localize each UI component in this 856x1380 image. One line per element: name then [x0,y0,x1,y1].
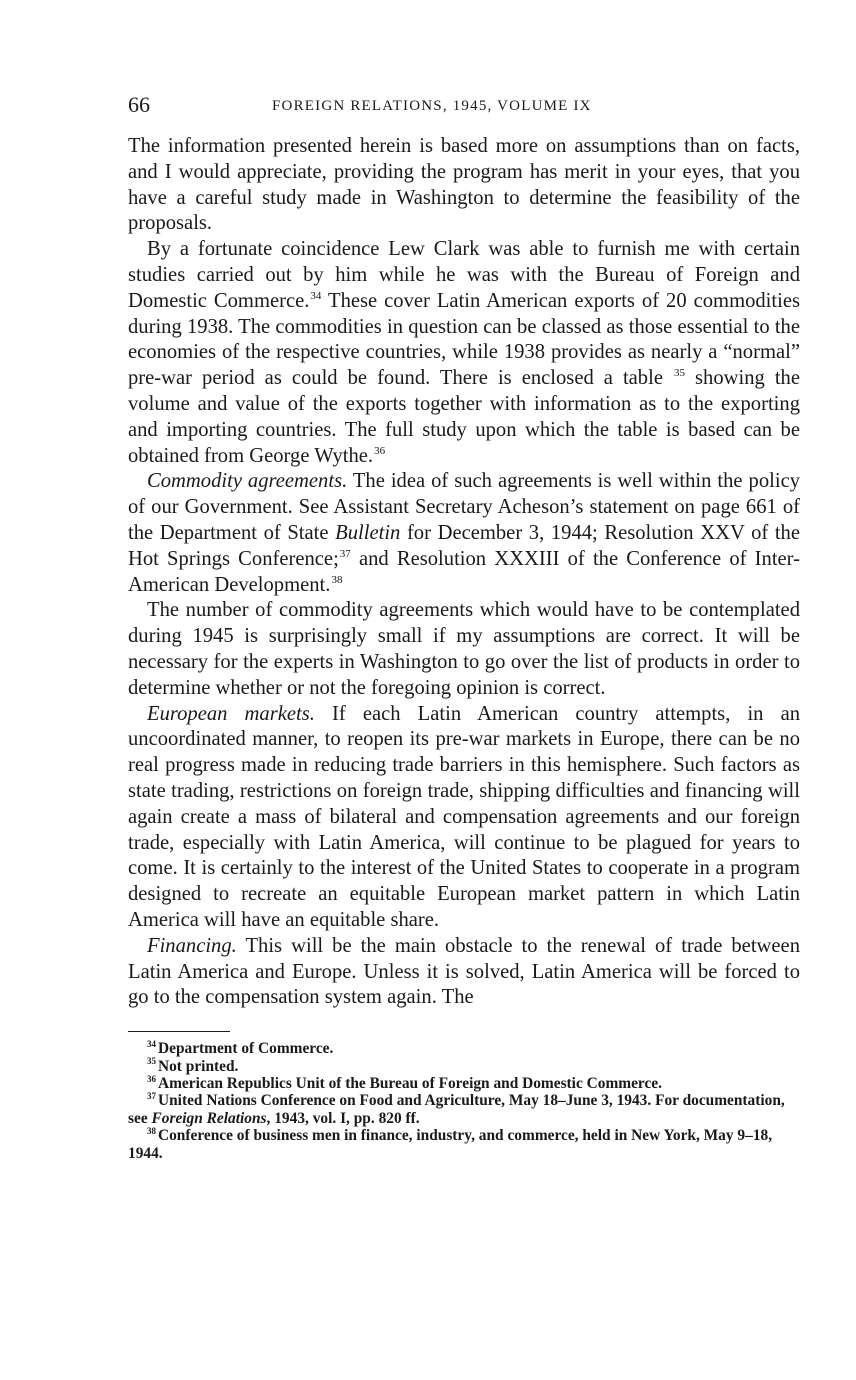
paragraph-text: showing the volume and value of the exports together with information as to the exporting and importing countries. The full study upon which the table is based can be obtained from George Wythe. [128,367,800,467]
document-page [128,92,800,1162]
paragraph-text: The number of commodity agreements which would have to be contemplated during 1945 is surprisingly small if my assumptions are correct. It will be necessary for the experts in Washington to go over the list of products in order to determine whether or not the foregoing opinion is correct. [128,599,800,699]
footnote-publication-title: Foreign Relations [151,1109,267,1127]
footnote-36 [128,1075,800,1092]
paragraph-3 [128,469,800,598]
paragraph-2 [128,237,800,469]
paragraph-text: and Resolution XXXIII of the Conference of Inter-American Development. [128,547,800,596]
footnote-ref-35: 35 [673,367,685,380]
paragraph-4 [128,598,800,701]
footnote-text: Conference of business men in finance, industry, and commerce, held in New York, May 9–18, 1944. [128,1127,773,1162]
footnote-number: 34 [147,1038,156,1049]
section-heading-european-markets: European markets. [147,702,315,725]
paragraph-text: for December 3, 1944; Resolution XXV of the Hot Springs Conference; [128,521,800,570]
running-head [128,92,800,128]
footnote-38 [128,1127,800,1162]
footnote-text: American Republics Unit of the Bureau of Foreign and Domestic Commerce. [158,1074,662,1092]
footnote-text: United Nations Conference on Food and Agriculture, May 18–June 3, 1943. For documentation, see [128,1092,785,1127]
paragraph-5 [128,702,800,934]
footnote-number: 37 [147,1091,156,1102]
paragraph-text: If each Latin American country attempts, in an uncoordinated manner, to reopen its pre-war markets in Europe, there can be no real progress made in reducing trade barriers in this hemisphere. Such factors as state trading, restrictions on foreign trade, shipping difficulties and financing will again create a mass of bilateral and compensation agreements and our foreign trade, especially with Latin America, will continue to be plagued for years to come. It is certainly to the interest of the United States to cooperate in a program designed to recreate an equitable European market pattern in which Latin America will have an equitable share. [128,702,801,931]
footnote-number: 36 [147,1073,156,1084]
footnote-ref-38: 38 [331,573,343,586]
paragraph-text: By a fortunate coincidence Lew Clark was able to furnish me with certain studies carried out by him while he was with the Bureau of Foreign and Domestic Commerce. [128,238,800,312]
page-number: 66 [128,92,150,117]
section-heading-commodity-agreements: Commodity agreements. [147,470,348,493]
paragraph-1 [128,134,800,237]
running-title: FOREIGN RELATIONS, 1945, VOLUME IX [272,98,592,114]
footnotes [128,1040,800,1162]
paragraph-text: The information presented herein is based more on assumptions than on facts, and I would appreciate, providing the program has merit in your eyes, that you have a careful study made in Washington to determine the feasibility of the proposals. [128,135,800,235]
footnote-number: 38 [147,1126,156,1136]
paragraph-text: This will be the main obstacle to the renewal of trade between Latin America and Europe. Unless it is solved, Latin America will be forced to go to the compensation system again. The [128,934,800,1009]
footnote-35 [128,1058,800,1075]
paragraph-text: The idea of such agreements is well within the policy of our Government. See Assistant Secretary Acheson’s statement on page 661 of the Department of State [128,470,801,544]
footnote-ref-36: 36 [374,444,386,457]
footnote-ref-34: 34 [310,289,322,302]
publication-title: Bulletin [335,521,401,544]
paragraph-text: These cover Latin American exports of 20 commodities during 1938. The commodities in question can be classed as those essential to the economies of the respective countries, while 1938 provides as nearly a “normal” pre-war period as could be found. There is enclosed a table [128,289,800,390]
footnote-text: Not printed. [158,1057,239,1075]
body-text [128,134,800,1011]
footnote-ref-37: 37 [339,547,351,560]
footnote-34 [128,1040,800,1057]
section-heading-financing: Financing. [147,934,237,957]
footnote-37 [128,1092,800,1127]
footnote-text: Department of Commerce. [158,1040,334,1058]
paragraph-6 [128,934,800,1011]
footnote-number: 35 [147,1056,156,1067]
footnote-divider [128,1031,230,1032]
footnote-text: , 1943, vol. I, pp. 820 ff. [266,1109,420,1127]
